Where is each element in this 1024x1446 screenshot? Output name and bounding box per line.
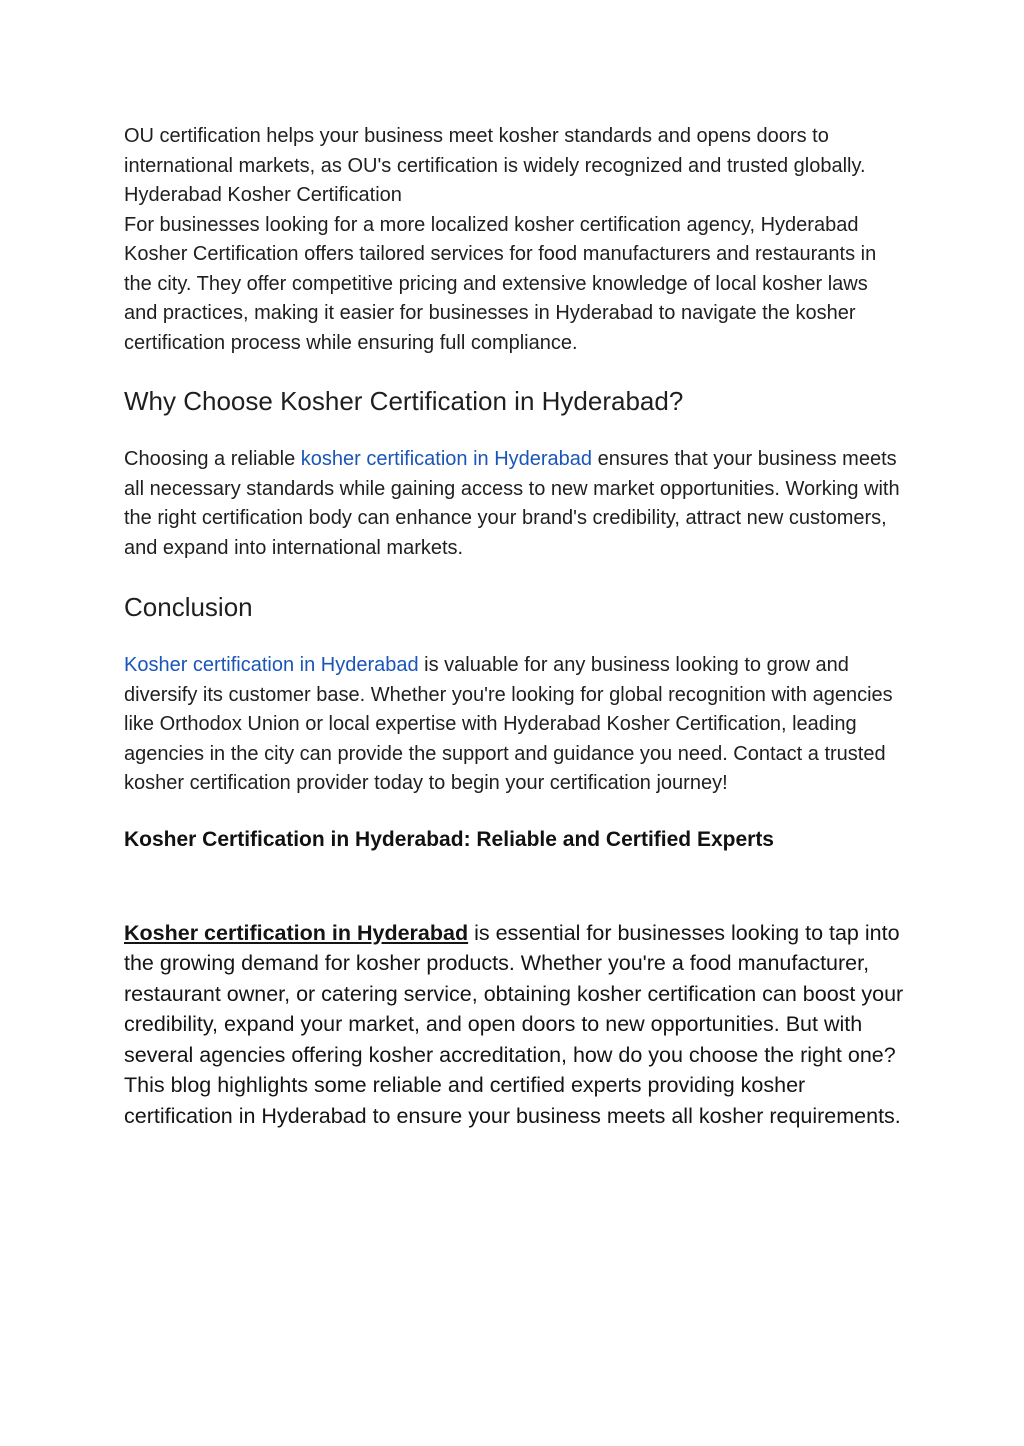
ou-paragraph: OU certification helps your business meet kosher standards and opens doors to international markets, as OU's certification is widely recognized and trusted globally. bbox=[124, 125, 866, 177]
article-text-after: is essential for businesses looking to tap into the growing demand for kosher products. Whether you're a food manufacturer, restaurant owner, or catering service, obtaining kosher certification can boost your credibility, expand your market, and open doors to new opportunities. But with several agencies offering kosher accreditation, how do you choose the right one? This blog highlights some reliable and certified experts providing kosher certification in Hyderabad to ensure your business meets all kosher requirements. bbox=[124, 920, 904, 1129]
why-text-after: ensures that your business meets all necessary standards while gaining access to new market opportunities. Working with the right certification body can enhance your brand's credibility, attract new customers, and expand into international markets. bbox=[124, 448, 900, 559]
hyderabad-subheading: Hyderabad Kosher Certification bbox=[124, 184, 402, 206]
conclusion-paragraph bbox=[124, 651, 904, 799]
conclusion-heading: Conclusion bbox=[124, 592, 253, 622]
article-title: Kosher Certification in Hyderabad: Reliable and Certified Experts bbox=[124, 827, 774, 851]
document-page bbox=[124, 122, 904, 1132]
why-text-before: Choosing a reliable bbox=[124, 448, 301, 470]
why-choose-paragraph bbox=[124, 445, 904, 563]
article-paragraph bbox=[124, 918, 904, 1132]
hyderabad-paragraph: For businesses looking for a more localized kosher certification agency, Hyderabad Kosher Certification offers tailored services for food manufacturers and restaurants in the city. They offer competitive pricing and extensive knowledge of local kosher laws and practices, making it easier for businesses in Hyderabad to navigate the kosher certification process while ensuring full compliance. bbox=[124, 213, 877, 354]
why-choose-heading: Why Choose Kosher Certification in Hyderabad? bbox=[124, 386, 684, 416]
conclusion-kosher-link[interactable]: Kosher certification in Hyderabad bbox=[124, 654, 419, 676]
conclusion-text-after: is valuable for any business looking to grow and diversify its customer base. Whether you're looking for global recognition with agencies like Orthodox Union or local expertise with Hyderabad Kosher Certification, leading agencies in the city can provide the support and guidance you need. Contact a trusted kosher certification provider today to begin your certification journey! bbox=[124, 654, 893, 794]
why-kosher-link[interactable]: kosher certification in Hyderabad bbox=[300, 448, 593, 470]
article-kosher-link[interactable]: Kosher certification in Hyderabad bbox=[124, 920, 469, 945]
